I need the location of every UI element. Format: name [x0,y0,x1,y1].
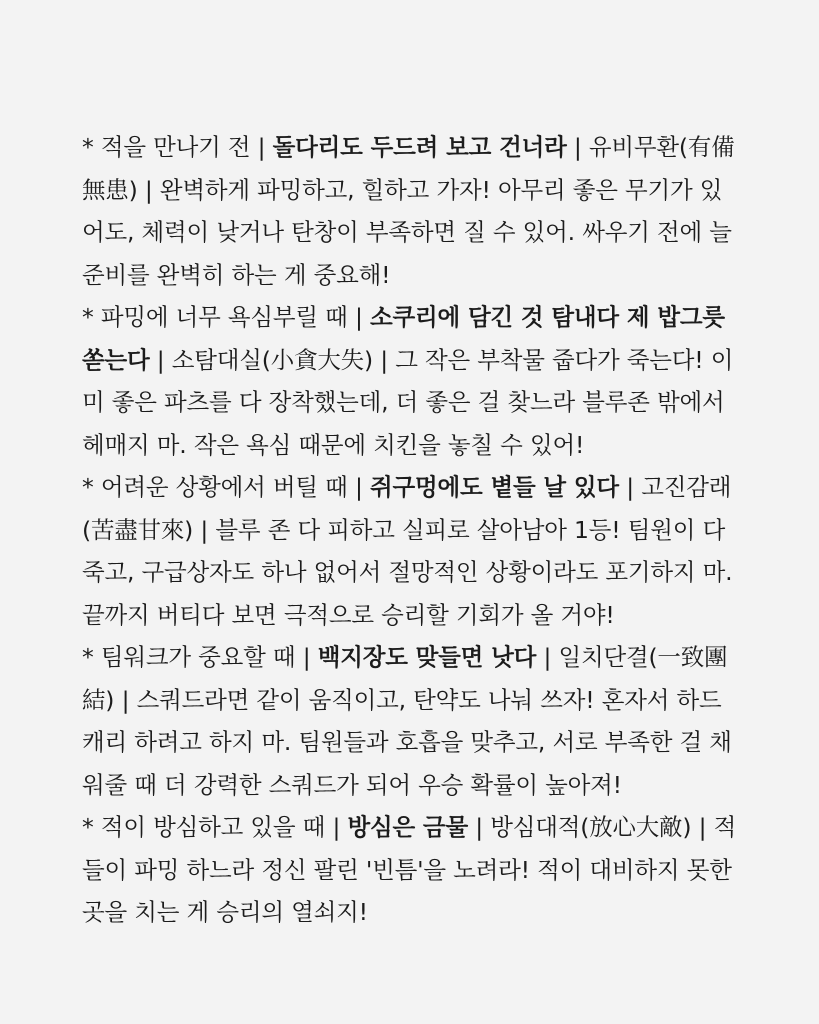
bullet: * [82,473,94,501]
proverb: 백지장도 맞들면 낫다 [317,643,537,671]
separator: | [354,303,363,331]
advice: 스쿼드라면 같이 움직이고, 탄약도 나눠 쓰자! 혼자서 하드 캐리 하려고 하지 마. 팀원들과 호흡을 맞추고, 서로 부족한 걸 채워줄 때 더 강력한 스쿼드가 되어 우승 확률이 높아져! [82,685,732,799]
idiom: 유비무환(有備無患) [82,133,735,204]
idiom: 방심대적(放心大敵) [490,813,692,841]
advice: 완벽하게 파밍하고, 힐하고 가자! 아무리 좋은 무기가 있어도, 체력이 낮거나 탄창이 부족하면 질 수 있어. 싸우기 전에 늘 준비를 완벽히 하는 게 중요해! [82,175,732,289]
proverb: 방심은 금물 [347,813,468,841]
bullet: * [82,303,94,331]
proverb: 쥐구멍에도 볕들 날 있다 [369,473,619,501]
bullet: * [82,643,94,671]
separator: | [573,133,582,161]
proverb: 소쿠리에 담긴 것 탐내다 제 밥그릇 쏟는다 [82,303,725,374]
separator: | [354,473,363,501]
list-item [82,466,738,636]
separator: | [543,643,552,671]
advice: 그 작은 부착물 줍다가 죽는다! 이미 좋은 파츠를 다 장착했는데, 더 좋은 걸 찾느라 블루존 밖에서 헤매지 마. 작은 욕심 때문에 치킨을 놓칠 수 있어! [82,345,734,459]
proverb: 돌다리도 두드려 보고 건너라 [272,133,567,161]
separator: | [144,175,153,204]
list-item [82,296,738,466]
separator: | [380,345,388,374]
idiom: 소탐대실(小貪大失) [171,345,373,374]
idiom: 일치단결(一致團結) [82,643,728,714]
situation: 팀워크가 중요할 때 [100,643,296,671]
situation: 적을 만나기 전 [100,133,251,161]
separator: | [200,515,209,544]
separator: | [332,813,341,841]
separator: | [302,643,311,671]
advice: 블루 존 다 피하고 실피로 살아남아 1등! 팀원이 다 죽고, 구급상자도 하나 없어서 절망적인 상황이라도 포기하지 마. 끝까지 버티다 보면 극적으로 승리할 기회가 올 거야! [82,515,733,629]
advice: 적들이 파밍 하느라 정신 팔린 '빈틈'을 노려라! 적이 대비하지 못한 곳을 치는 게 승리의 열쇠지! [82,813,737,926]
list-item [82,126,738,296]
situation: 적이 방심하고 있을 때 [100,813,326,841]
separator: | [156,345,165,374]
list-item [82,636,738,806]
separator: | [698,813,707,841]
situation: 파밍에 너무 욕심부릴 때 [100,303,348,331]
separator: | [475,813,483,841]
separator: | [257,133,266,161]
list-item [82,806,738,934]
separator: | [121,685,130,714]
separator: | [626,473,634,501]
proverb-list [82,126,738,934]
idiom: 고진감래(苦盡甘來) [82,473,732,544]
situation: 어려운 상황에서 버틸 때 [100,473,348,501]
bullet: * [82,813,94,841]
bullet: * [82,133,94,161]
